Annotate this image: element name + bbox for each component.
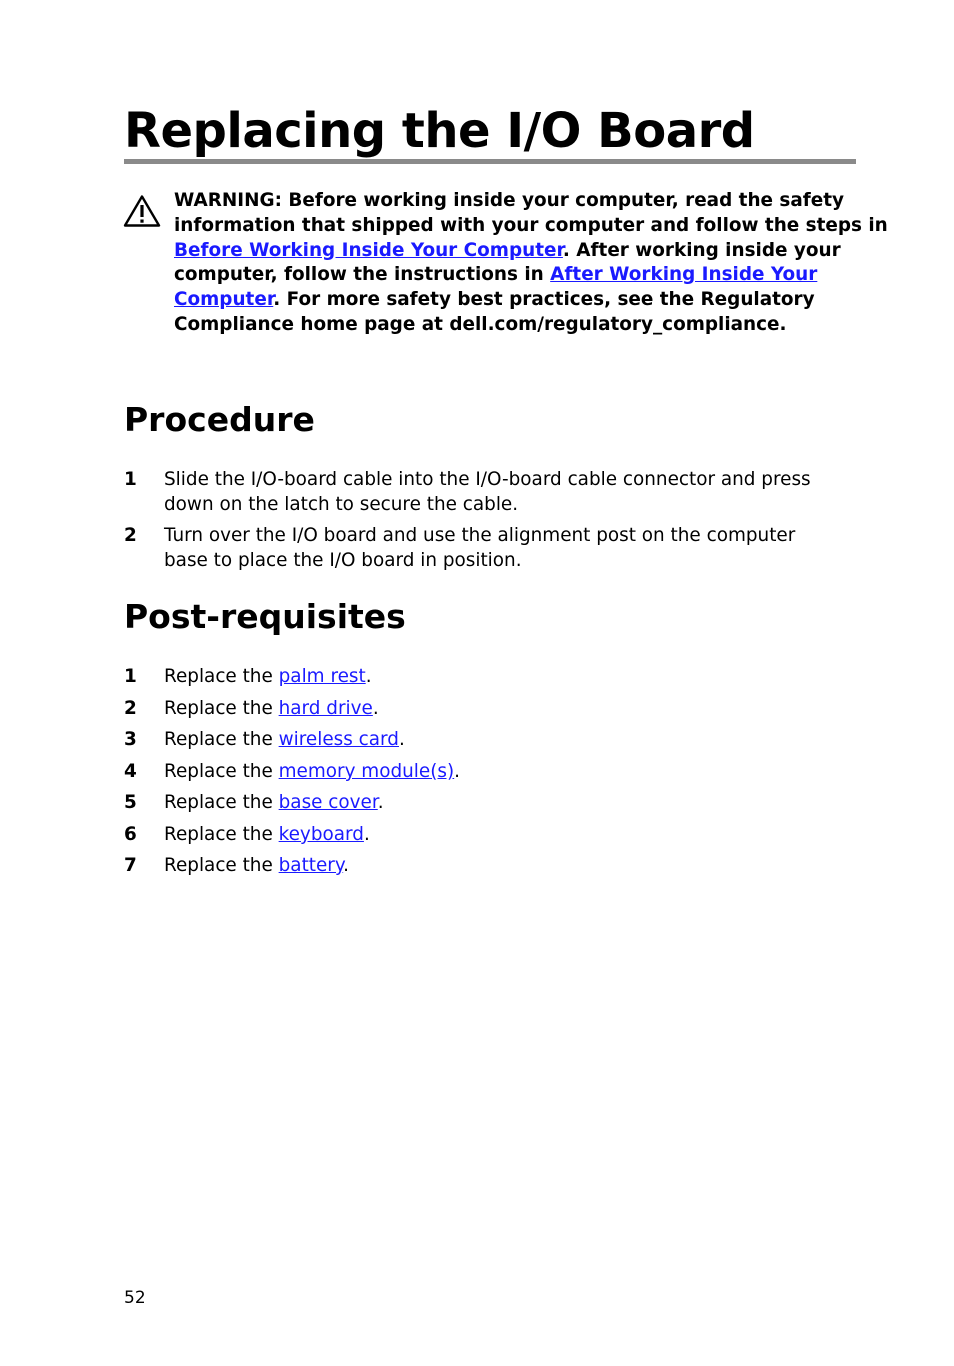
step-number: 4 [124, 761, 137, 782]
wireless-card-link[interactable]: wireless card [278, 729, 399, 750]
step-number: 1 [124, 469, 137, 490]
warning-line: Compliance home page at dell.com/regulatory_compliance. [174, 313, 787, 335]
step-text: Replace the wireless card. [164, 729, 405, 750]
title-divider [124, 159, 856, 164]
procedure-heading: Procedure [124, 400, 315, 439]
palm-rest-link[interactable]: palm rest [278, 666, 366, 687]
after-working-link[interactable]: After Working Inside Your [550, 264, 818, 286]
step-text: Replace the keyboard. [164, 824, 370, 845]
step-number: 5 [124, 792, 137, 813]
step-number: 3 [124, 729, 137, 750]
warning-line: information that shipped with your computer and follow the steps in [174, 214, 888, 236]
step-number: 2 [124, 525, 137, 546]
battery-link[interactable]: battery [278, 855, 344, 876]
post-requisites-heading: Post-requisites [124, 597, 406, 636]
warning-triangle-icon [123, 194, 161, 228]
hard-drive-link[interactable]: hard drive [278, 698, 373, 719]
before-working-link[interactable]: Before Working Inside Your Computer [174, 239, 563, 261]
step-text: Slide the I/O-board cable into the I/O-board cable connector and press down on the latch to secure the cable. [164, 469, 811, 515]
step-number: 6 [124, 824, 137, 845]
warning-line: Computer. For more safety best practices, see the Regulatory [174, 289, 815, 311]
keyboard-link[interactable]: keyboard [278, 824, 364, 845]
step-number: 7 [124, 855, 137, 876]
warning-line: Before Working Inside Your Computer. After working inside your [174, 239, 841, 261]
memory-modules-link[interactable]: memory module(s) [278, 761, 455, 782]
step-number: 2 [124, 698, 137, 719]
step-number: 1 [124, 666, 137, 687]
warning-notice [174, 189, 888, 338]
base-cover-link[interactable]: base cover [278, 792, 378, 813]
step-text: Replace the base cover. [164, 792, 384, 813]
page-title: Replacing the I/O Board [124, 103, 755, 159]
warning-line: computer, follow the instructions in After Working Inside Your [174, 264, 818, 286]
step-text: Replace the battery. [164, 855, 349, 876]
page-number: 52 [124, 1288, 146, 1308]
step-text: Replace the memory module(s). [164, 761, 461, 782]
step-text: Replace the palm rest. [164, 666, 372, 687]
step-text: Turn over the I/O board and use the alignment post on the computer base to place the I/O board in position. [164, 525, 796, 571]
after-working-link-continued[interactable]: Computer [174, 289, 274, 311]
step-text: Replace the hard drive. [164, 698, 379, 719]
warning-line: WARNING: Before working inside your computer, read the safety [174, 190, 845, 211]
